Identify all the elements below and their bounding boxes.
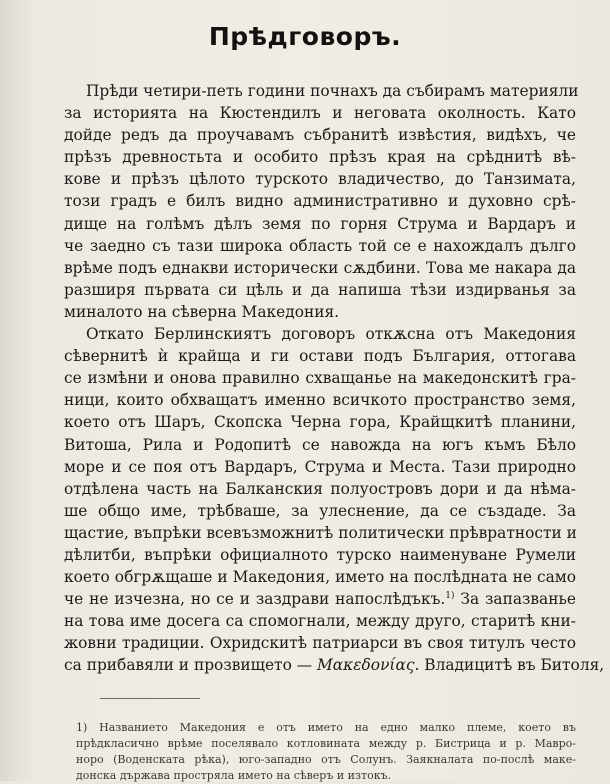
text-line: на това име досега са спомогнали, между друго, старитѣ кни- <box>64 612 576 631</box>
text-line: миналото на сѣверна Македония. <box>64 302 340 321</box>
text-line: за историята на Кюстендилъ и неговата околность. Като <box>64 104 576 123</box>
text-line: отдѣлена часть на Балканския полуостровъ дори и да нѣма- <box>64 479 576 498</box>
footnote-divider <box>100 698 200 699</box>
footnote-line: прѣдкласично врѣме поселявало котловината между р. Бистрица и р. Мавро- <box>76 737 576 750</box>
text-line <box>64 588 576 610</box>
footnote-line: донска държава простряла името на сѣверъ и изтокъ. <box>76 769 392 782</box>
text-line: Прѣди четири-петь години почнахъ да събирамъ материяли <box>86 82 579 100</box>
text-line <box>64 654 605 676</box>
text-line-part: За запазванье <box>460 590 576 609</box>
text-line: което обгрѫщаше и Македония, името на послѣдната не само <box>64 568 576 587</box>
text-line-part: Владицитѣ въ Битоля, <box>424 656 605 675</box>
text-line: че заедно съ тази широка область той се е нахождалъ дълго <box>64 236 576 255</box>
text-line: врѣме подъ еднакви исторически сѫдбини. Това ме накара да <box>64 258 576 277</box>
text-line: което отъ Шаръ, Скопска Черна гора, Крайщкитѣ планини, <box>64 413 576 432</box>
page-title: Прѣдговоръ. <box>208 22 402 51</box>
text-line: щастие, въпрѣки всевъзможнитѣ политически прѣвратности и <box>64 523 577 542</box>
footnote-ref[interactable]: 1) <box>445 591 455 602</box>
text-line: Откато Берлинскиятъ договоръ откѫсна отъ Македония <box>86 325 576 344</box>
text-line: този градъ е билъ видно административно и духовно срѣ- <box>64 192 576 211</box>
text-line: ше общо име, трѣбваше, за улеснение, да се създаде. За <box>64 501 576 520</box>
main-text <box>64 80 605 677</box>
text-line: се измѣни и онова правилно схващанье на македонскитѣ гра- <box>64 369 576 388</box>
text-line: сѣвернитѣ ѝ крайща и ги остави подъ България, оттогава <box>64 347 576 366</box>
text-line: море и се поя отъ Вардаръ, Струма и Места. Тази природно <box>64 457 576 476</box>
text-line: ници, които обхващатъ именно всичкото пространство земя, <box>64 391 576 410</box>
footnote-line: норо (Воденската рѣка), юго-западно отъ Солунъ. Заякналата по-послѣ маке- <box>76 753 576 766</box>
text-line: дойде редъ да проучавамъ събранитѣ извѣстия, видѣхъ, че <box>64 126 576 145</box>
greek-word: Μακεδονίας. <box>317 656 420 675</box>
text-line-part: са прибавяли и прозвището — <box>64 656 313 675</box>
footnote-line: 1) Названието Македония е отъ името на едно малко племе, което въ <box>76 721 576 734</box>
text-line: прѣзъ древностьта и особито прѣзъ края на срѣднитѣ вѣ- <box>64 148 576 167</box>
text-line-part: че не изчезна, но се и заздрави напослѣдъкъ. <box>64 590 446 609</box>
text-line: кове и прѣзъ цѣлото турското владичество, до Танзимата, <box>64 170 576 189</box>
footnote <box>76 720 576 784</box>
text-line: дище на голѣмъ дѣлъ земя по горня Струма и Вардаръ и <box>64 214 576 233</box>
text-line: Витоша, Рила и Родопитѣ се навожда на югъ къмъ Бѣло <box>64 435 576 454</box>
text-line: жовни традиции. Охридскитѣ патриарси въ своя титулъ често <box>64 634 576 653</box>
text-line: дѣлитби, въпрѣки официалното турско наименуване Румели <box>64 545 576 564</box>
text-line: разширя първата си цѣль и да напиша тѣзи издирванья за <box>64 280 576 299</box>
